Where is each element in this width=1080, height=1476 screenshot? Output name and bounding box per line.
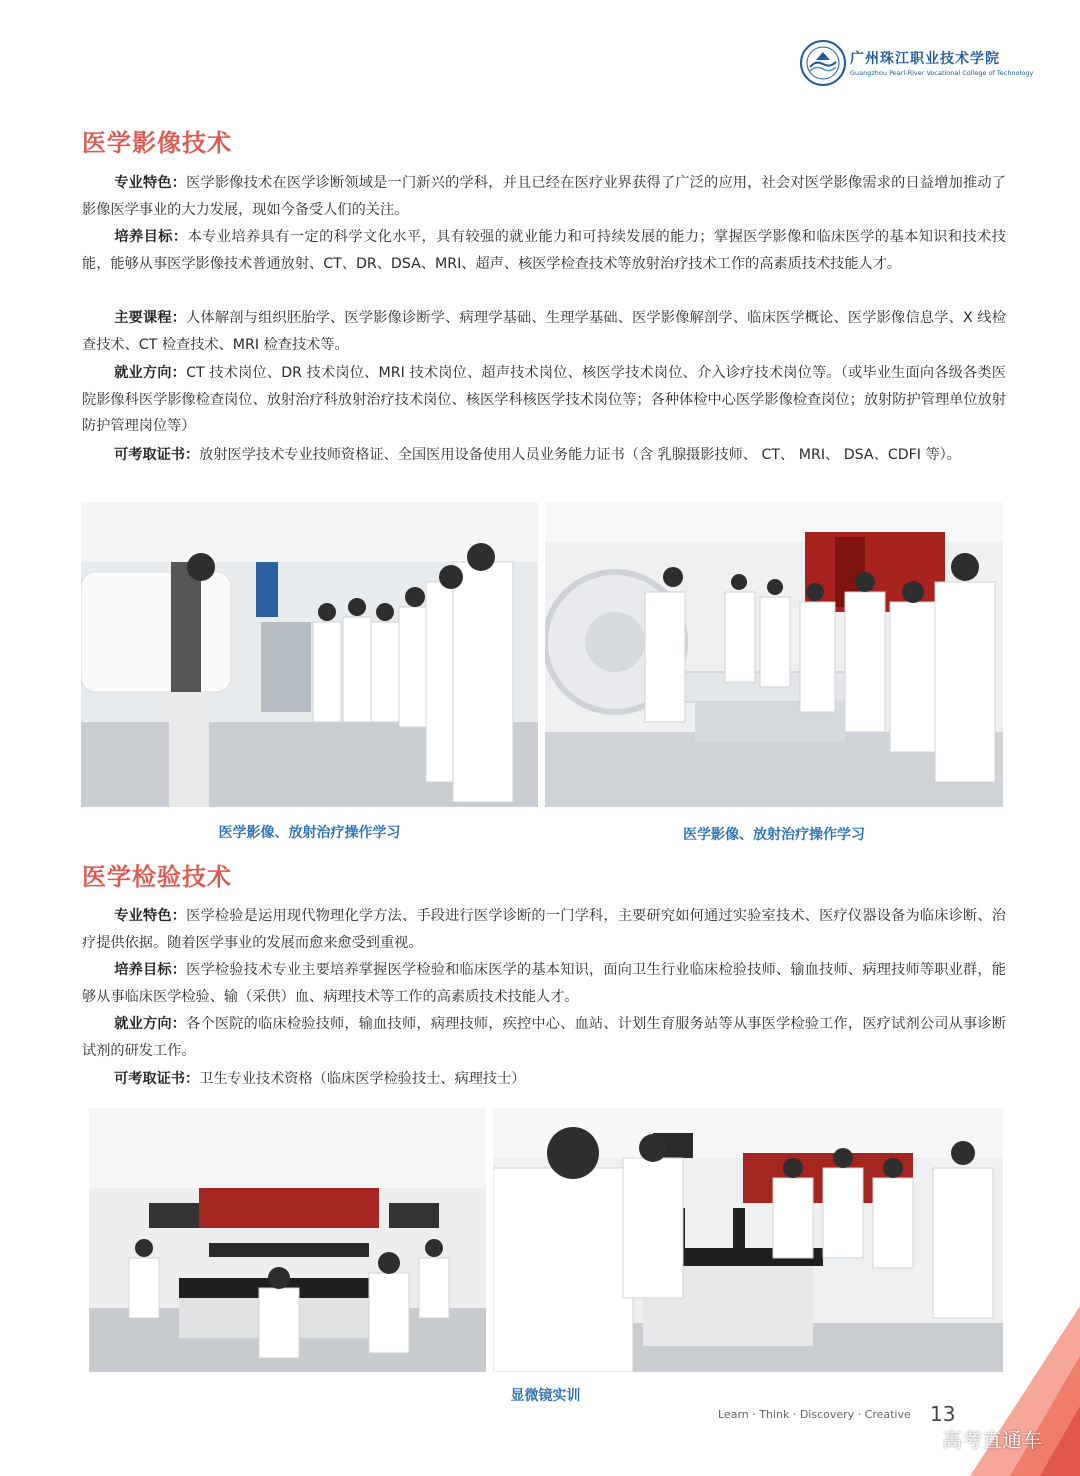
page-number: 13 (930, 1402, 956, 1426)
footer-tagline: Learn · Think · Discovery · Creative (718, 1408, 911, 1421)
imaging-courses-label: 主要课程： (114, 310, 187, 326)
photo-caption-1: 医学影像、放射治疗操作学习 (218, 825, 401, 841)
imaging-features-text: 医学影像技术在医学诊断领域是一门新兴的学科，并且已经在医疗业界获得了广泛的应用，社会对医学影像需求的日益增加推动了影像医学事业的大力发展，现如今备受人们的关注。 (82, 175, 1006, 218)
lab-features-text: 医学检验是运用现代物理化学方法、手段进行医学诊断的一门学科，主要研究如何通过实验室技术、医疗仪器设备为临床诊断、治疗提供依据。随着医学事业的发展而愈来愈受到重视。 (82, 908, 1006, 951)
imaging-jobs-text: CT 技术岗位、DR 技术岗位、MRI 技术岗位、超声技术岗位、核医学技术岗位、介入诊疗技术岗位等。（或毕业生面向各级各类医院影像科医学影像检查岗位、放射治疗科放射治疗技术岗位、核医学科核医学技术岗位等；各种体检中心医学影像检查岗位；放射防护管理单位放射防护管理岗位等） (82, 365, 1006, 434)
imaging-features (82, 170, 1006, 223)
watermark: 高考直通车 (942, 1428, 1042, 1452)
lab-certs-label: 可考取证书： (114, 1071, 200, 1087)
imaging-jobs (82, 360, 1006, 440)
section-title-lab: 医学检验技术 (82, 863, 232, 891)
college-seal-icon (800, 40, 846, 86)
lab-goals-text: 医学检验技术专业主要培养掌握医学检验和临床医学的基本知识，面向卫生行业临床检验技师、输血技师、病理技师等职业群，能够从事临床医学检验、输（采供）血、病理技术等工作的高素质技术技能人才。 (82, 962, 1006, 1005)
lab-goals (82, 957, 1006, 1010)
lab-jobs (82, 1011, 1006, 1064)
imaging-certs-label: 可考取证书： (114, 447, 200, 463)
imaging-goals (82, 224, 1006, 277)
lab-features (82, 903, 1006, 956)
lab-jobs-label: 就业方向： (114, 1016, 187, 1032)
imaging-courses-text: 人体解剖与组织胚胎学、医学影像诊断学、病理学基础、生理学基础、医学影像解剖学、临床医学概论、医学影像信息学、X 线检查技术、CT 检查技术、MRI 检查技术等。 (82, 310, 1006, 353)
college-name-en: Guangzhou Pearl-River Vocational College of Technology (850, 69, 1034, 77)
photo-lab-overview (89, 1108, 486, 1372)
imaging-features-label: 专业特色： (114, 175, 187, 191)
imaging-certs (82, 442, 1006, 469)
imaging-certs-text: 放射医学技术专业技师资格证、全国医用设备使用人员业务能力证书（含 乳腺摄影技师、 CT、 MRI、 DSA、CDFI 等）。 (199, 447, 961, 463)
imaging-goals-label: 培养目标： (114, 229, 188, 245)
lab-features-label: 专业特色： (114, 908, 187, 924)
photo-caption-3: 显微镜实训 (510, 1388, 581, 1404)
lab-jobs-text: 各个医院的临床检验技师，输血技师，病理技师，疾控中心、血站、计划生育服务站等从事医学检验工作，医疗试剂公司从事诊断试剂的研发工作。 (82, 1016, 1006, 1059)
lab-goals-label: 培养目标： (114, 962, 187, 978)
imaging-goals-text: 本专业培养具有一定的科学文化水平，具有较强的就业能力和可持续发展的能力；掌握医学影像和临床医学的基本知识和技术技能，能够从事医学影像技术普通放射、CT、DR、DSA、MRI、超声、核医学检查技术等放射治疗技术工作的高素质技术技能人才。 (82, 229, 1006, 272)
college-name-cn: 广州珠江职业技术学院 (850, 51, 1000, 67)
photo-ct-training (545, 502, 1003, 807)
photo-caption-2: 医学影像、放射治疗操作学习 (683, 827, 865, 843)
section-title-imaging: 医学影像技术 (82, 129, 232, 157)
lab-certs-text: 卫生专业技术资格（临床医学检验技士、病理技士） (199, 1071, 526, 1087)
imaging-courses (82, 305, 1006, 358)
photo-xray-training (81, 502, 538, 807)
imaging-jobs-label: 就业方向： (114, 365, 187, 381)
college-logo (800, 40, 1034, 88)
lab-certs (82, 1066, 1006, 1093)
